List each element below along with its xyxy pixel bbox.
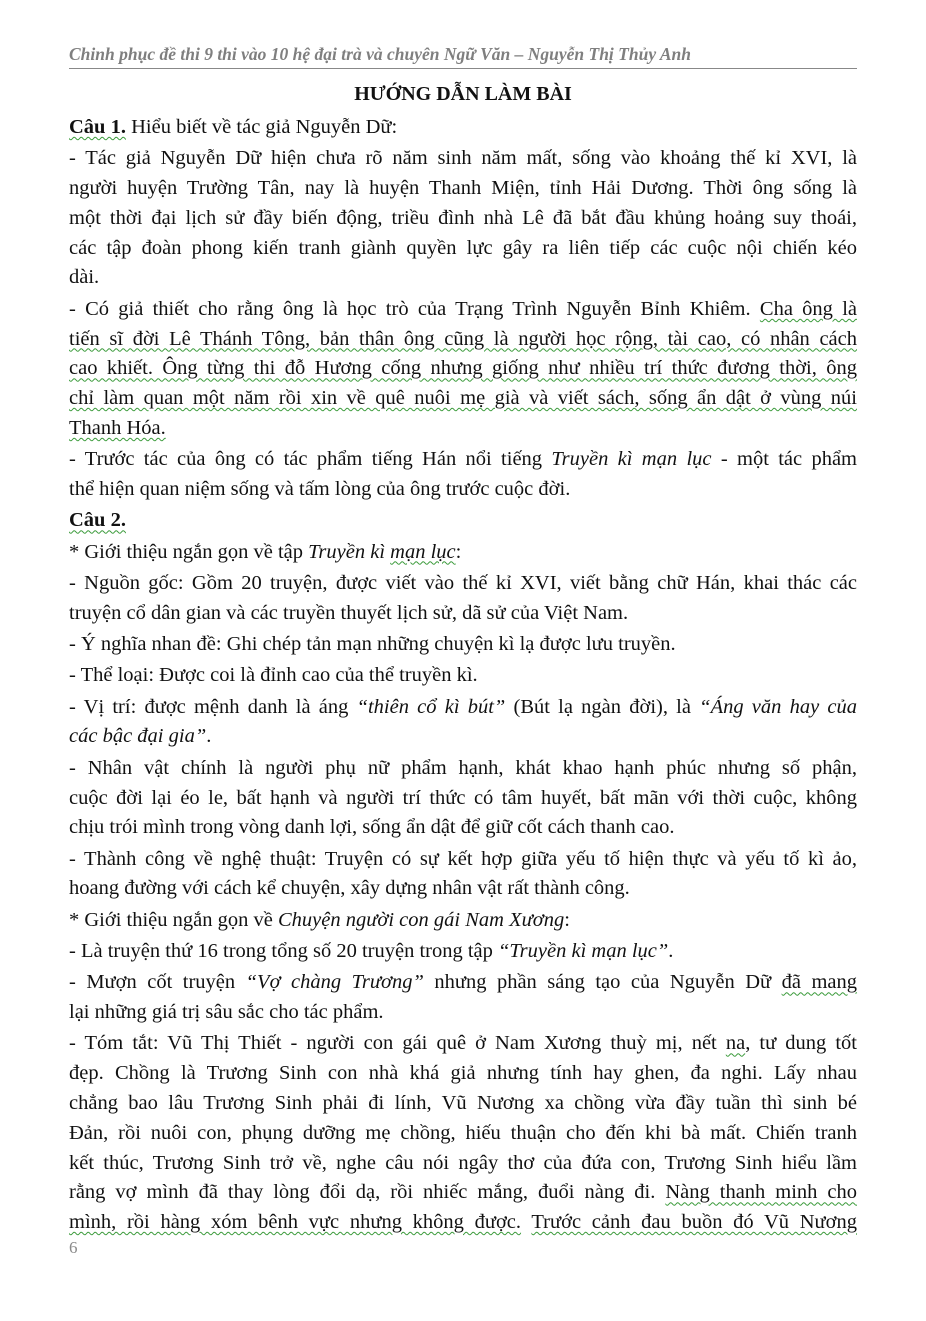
spellcheck-underlined-text: chỉ làm quan một năm rồi xin về quê nuôi mẹ già và viết sách, sống ẩn dật ở vùng núi (69, 387, 857, 410)
text-line (69, 693, 857, 723)
text-line (69, 1119, 857, 1149)
text-segment: một thời đại lịch sử đầy biến động, triều đình nhà Lê đã bắt đầu khủng hoảng suy thoái, (69, 206, 857, 229)
text-line (69, 661, 857, 691)
text-segment: - Tác giả Nguyễn Dữ hiện chưa rõ năm sinh năm mất, sống vào khoảng thế kỉ XVI, là (69, 147, 857, 170)
text-segment: người huyện Trường Tân, nay là huyện Thanh Miện, tỉnh Hải Dương. Thời ông sống là (69, 177, 857, 200)
text-line (69, 1178, 857, 1208)
text-segment: “thiên cổ kì bút” (356, 695, 506, 718)
text-segment: đẹp. Chồng là Trương Sinh con nhà khá giả nhưng tính hay ghen, đa nghi. Lấy nhau (69, 1062, 857, 1085)
page-number: 6 (69, 1238, 78, 1257)
text-line (69, 754, 857, 784)
spellcheck-underlined-text: na (725, 1032, 746, 1055)
section-heading: Câu 1. (69, 116, 126, 138)
text-segment: - Có giả thiết cho rằng ông là học trò của Trạng Trình Nguyễn Bỉnh Khiêm. (69, 297, 760, 320)
text-line (69, 874, 857, 904)
text-line (69, 1208, 857, 1238)
text-line (69, 263, 857, 293)
header-divider (69, 68, 857, 69)
spellcheck-underlined-text: Nàng thanh minh cho (665, 1181, 857, 1204)
text-segment: - Là truyện thứ 16 trong tổng số 20 truyện trong tập (69, 940, 499, 963)
text-segment: các bậc đại gia” (69, 725, 207, 748)
text-line (69, 325, 857, 355)
text-segment: truyện cổ dân gian và các truyền thuyết lịch sử, dã sử của Việt Nam. (69, 601, 629, 624)
text-segment: chịu trói mình trong vòng danh lợi, sống ẩn dật để giữ cốt cách thanh cao. (69, 816, 675, 839)
text-line (69, 354, 857, 384)
text-line (69, 1149, 857, 1179)
text-segment: kết thúc, Trương Sinh trở về, nghe câu nói ngây thơ của đứa con, Trương Sinh hiểu lầm (69, 1151, 857, 1174)
text-line (69, 414, 857, 444)
text-segment: rằng vợ mình đã thay lòng đổi dạ, rồi nhiếc mắng, đuổi nàng đi. (69, 1181, 666, 1204)
text-segment: (Bút lạ ngàn đời), là (505, 695, 700, 718)
spellcheck-underlined-text: Trước cảnh đau buồn đó Vũ Nương (531, 1211, 857, 1234)
text-segment: : (455, 540, 462, 563)
text-line (69, 599, 857, 629)
text-segment: Chuyện người con gái Nam Xương (277, 908, 565, 931)
text-segment: hoang đường với cách kể chuyện, xây dựng nhân vật rất thành công. (69, 877, 630, 900)
text-segment: Truyền kì (308, 540, 391, 563)
text-segment: . (206, 725, 212, 748)
text-segment: “Vợ chàng Trương” (245, 971, 424, 994)
text-line (69, 1029, 857, 1059)
spellcheck-underlined-text: Cha ông là (759, 297, 857, 320)
spellcheck-underlined-text: đã mang (781, 971, 858, 994)
text-line (69, 569, 857, 599)
text-segment: . (668, 940, 674, 963)
text-line (69, 234, 857, 264)
text-segment: Truyền kì mạn lục (551, 448, 712, 471)
text-segment: - Mượn cốt truyện (69, 971, 246, 994)
text-segment: * Giới thiệu ngắn gọn về (69, 908, 278, 931)
text-line (69, 906, 857, 936)
text-line (69, 722, 857, 752)
text-segment: “Truyền kì mạn lục” (498, 940, 669, 963)
text-segment: - Nhân vật chính là người phụ nữ phẩm hạnh, khát khao hạnh phúc nhưng số phận, (69, 756, 857, 779)
text-line (69, 475, 857, 505)
text-segment: : (564, 908, 570, 931)
text-line (69, 937, 857, 967)
text-segment: Đản, rồi nuôi con, phụng dưỡng mẹ chồng, hiếu thuận cho đến khi bà mất. Chiến tranh (69, 1121, 857, 1144)
text-segment: lại những giá trị sâu sắc cho tác phẩm. (69, 1001, 384, 1024)
text-segment: - một tác phẩm (711, 448, 858, 471)
text-segment: - Nguồn gốc: Gồm 20 truyện, được viết vào thế kỉ XVI, viết bằng chữ Hán, khai thác các (69, 571, 857, 594)
text-segment: thể hiện quan niệm sống và tấm lòng của ông trước cuộc đời. (69, 478, 571, 501)
text-segment: - Trước tác của ông có tác phẩm tiếng Hán nổi tiếng (69, 448, 552, 471)
document-body (69, 113, 857, 1238)
text-segment: - Ý nghĩa nhan đề: Ghi chép tản mạn những chuyện kì lạ được lưu truyền. (69, 633, 676, 656)
spellcheck-underlined-text: Thanh Hóa. (69, 416, 166, 439)
text-segment: Hiểu biết về tác giả Nguyễn Dữ: (125, 116, 398, 138)
spellcheck-underlined-text: mạn lục (390, 540, 456, 563)
text-segment: - Tóm tắt: Vũ Thị Thiết - người con gái quê ở Nam Xương thuỳ mị, nết (69, 1032, 726, 1055)
text-line (69, 506, 857, 536)
text-line (69, 845, 857, 875)
spellcheck-underlined-text: mình, rồi hàng xóm bênh vực nhưng không được. (69, 1211, 522, 1234)
page-title: HƯỚNG DẪN LÀM BÀI (354, 83, 572, 105)
text-line (69, 295, 857, 325)
text-line (69, 445, 857, 475)
text-segment: nhưng phần sáng tạo của Nguyễn Dữ (423, 971, 782, 994)
text-line (69, 204, 857, 234)
text-line (69, 144, 857, 174)
spellcheck-underlined-text: cao khiết. Ông từng thi đỗ Hương cống nhưng giống như nhiều trí thức đương thời, ông (69, 357, 857, 380)
text-segment: - Thể loại: Được coi là đỉnh cao của thể truyền kì. (69, 664, 478, 687)
text-segment: dài. (69, 266, 100, 289)
text-segment: “Áng văn hay của (699, 695, 857, 718)
text-segment: - Thành công về nghệ thuật: Truyện có sự kết hợp giữa yếu tố hiện thực và yếu tố kì ảo, (69, 847, 857, 870)
text-line (69, 998, 857, 1028)
running-header: Chinh phục đề thi 9 thi vào 10 hệ đại trà và chuyên Ngữ Văn – Nguyễn Thị Thủy Anh (69, 44, 691, 64)
text-line (69, 630, 857, 660)
text-line (69, 813, 857, 843)
text-line (69, 174, 857, 204)
text-line (69, 538, 857, 568)
text-line (69, 113, 857, 143)
text-segment: chẳng bao lâu Trương Sinh phải đi lính, Vũ Nương xa chồng vừa đầy tuần thì sinh bé (69, 1092, 857, 1114)
text-segment (521, 1211, 531, 1233)
text-segment: , tư dung tốt (745, 1032, 858, 1055)
text-line (69, 968, 857, 998)
text-segment: - Vị trí: được mệnh danh là áng (69, 695, 357, 718)
spellcheck-underlined-text: tiến sĩ đời Lê Thánh Tông, bản thân ông cũng là người học rộng, tài cao, có nhân cách (69, 327, 857, 350)
section-heading: Câu 2. (69, 509, 126, 532)
text-line (69, 784, 857, 814)
text-line (69, 1059, 857, 1089)
text-line (69, 384, 857, 414)
text-segment: các tập đoàn phong kiến tranh giành quyền lực gây ra liên tiếp các cuộc nội chiến kéo (69, 236, 857, 259)
text-segment: * Giới thiệu ngắn gọn về tập (69, 540, 309, 563)
text-segment: cuộc đời lại éo le, bất hạnh và người trí thức có tâm huyết, bất mãn với thời cuộc, không (69, 786, 857, 809)
text-line (69, 1089, 857, 1119)
